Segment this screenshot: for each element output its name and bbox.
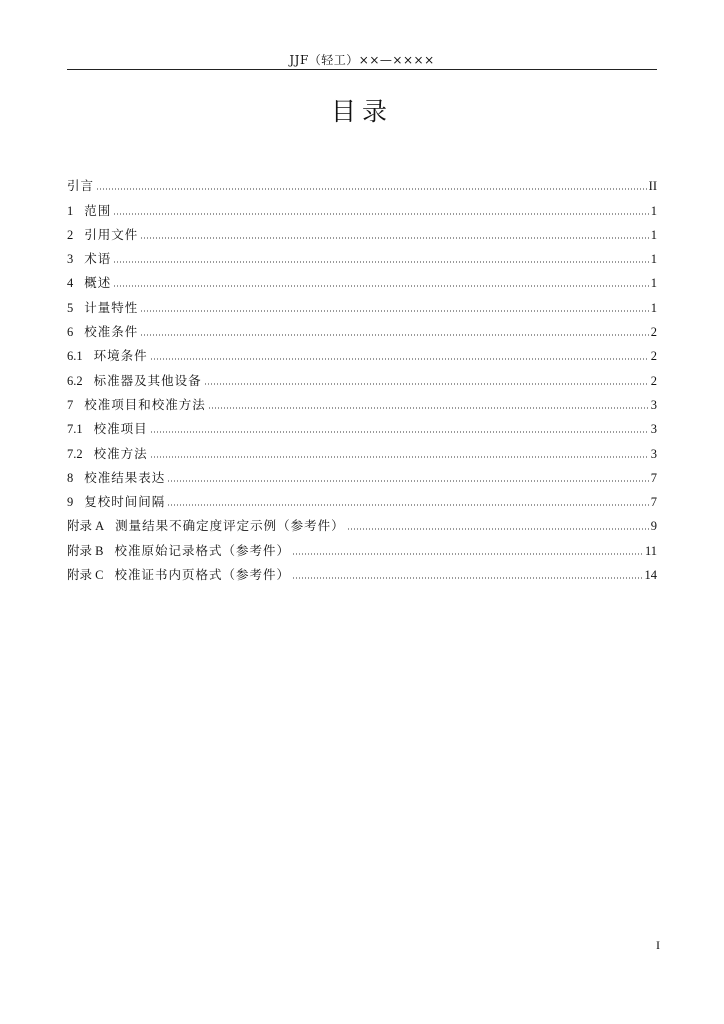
toc-entry-page: 14 bbox=[644, 568, 657, 583]
toc-entry-number: 附录 B bbox=[67, 543, 104, 558]
toc-entry-number: 附录 A bbox=[67, 519, 105, 534]
dot-leader bbox=[292, 552, 643, 556]
toc-entry-page: 1 bbox=[650, 300, 657, 315]
page-number: I bbox=[656, 938, 660, 952]
toc-entry-number: 7.1 bbox=[67, 422, 83, 437]
toc-entry-number: 6 bbox=[67, 325, 74, 340]
toc-entry-appendix-b[interactable] bbox=[67, 534, 657, 558]
dot-leader bbox=[96, 187, 647, 191]
dot-leader bbox=[292, 576, 643, 580]
toc-entry-label: 复校时间间隔 bbox=[84, 494, 166, 510]
toc-entry-label: 校准证书内页格式（参考件） bbox=[114, 567, 290, 583]
toc-entry-number: 8 bbox=[67, 470, 74, 485]
toc-entry-page: 1 bbox=[650, 252, 657, 267]
toc-entry-6-2[interactable] bbox=[67, 364, 657, 388]
table-of-contents bbox=[67, 170, 657, 583]
toc-entry-label: 校准项目 bbox=[93, 421, 148, 437]
toc-entry-page: 9 bbox=[650, 519, 657, 534]
dot-leader bbox=[140, 309, 648, 313]
header-rule bbox=[67, 69, 657, 70]
dot-leader bbox=[113, 260, 648, 264]
toc-entry-number: 1 bbox=[67, 203, 74, 218]
toc-entry-label: 测量结果不确定度评定示例（参考件） bbox=[115, 518, 345, 534]
toc-entry-appendix-a[interactable] bbox=[67, 510, 657, 534]
toc-entry-label: 概述 bbox=[84, 275, 112, 291]
toc-entry-foreword[interactable] bbox=[67, 170, 657, 194]
toc-entry-number: 7.2 bbox=[67, 446, 83, 461]
toc-entry-number: 6.2 bbox=[67, 373, 83, 388]
dot-leader bbox=[347, 527, 649, 531]
toc-entry-label: 引言 bbox=[67, 178, 95, 194]
toc-entry-7-1[interactable] bbox=[67, 413, 657, 437]
toc-entry-7[interactable] bbox=[67, 389, 657, 413]
toc-title: 目录 bbox=[330, 97, 393, 126]
toc-entry-number: 2 bbox=[67, 227, 74, 242]
dot-leader bbox=[140, 236, 648, 240]
dot-leader bbox=[140, 333, 648, 337]
dot-leader bbox=[208, 406, 649, 410]
toc-entry-label: 校准原始记录格式（参考件） bbox=[114, 542, 290, 558]
toc-entry-label: 计量特性 bbox=[84, 299, 139, 315]
toc-entry-label: 范围 bbox=[84, 202, 112, 218]
toc-entry-number: 4 bbox=[67, 276, 74, 291]
toc-entry-7-2[interactable] bbox=[67, 437, 657, 461]
toc-entry-label: 环境条件 bbox=[93, 348, 148, 364]
toc-entry-label: 标准器及其他设备 bbox=[93, 372, 202, 388]
toc-entry-label: 术语 bbox=[84, 251, 112, 267]
toc-entry-3[interactable] bbox=[67, 243, 657, 267]
dot-leader bbox=[167, 503, 648, 507]
dot-leader bbox=[113, 284, 648, 288]
toc-entry-5[interactable] bbox=[67, 291, 657, 315]
toc-entry-6-1[interactable] bbox=[67, 340, 657, 364]
toc-entry-page: II bbox=[648, 179, 657, 194]
toc-entry-page: 1 bbox=[650, 203, 657, 218]
dot-leader bbox=[204, 382, 649, 386]
toc-entry-page: 1 bbox=[650, 227, 657, 242]
toc-entry-6[interactable] bbox=[67, 316, 657, 340]
toc-entry-page: 7 bbox=[650, 495, 657, 510]
toc-entry-label: 引用文件 bbox=[84, 226, 139, 242]
toc-entry-page: 2 bbox=[650, 349, 657, 364]
toc-entry-page: 1 bbox=[650, 276, 657, 291]
toc-entry-page: 7 bbox=[650, 470, 657, 485]
toc-entry-number: 3 bbox=[67, 252, 74, 267]
toc-entry-page: 2 bbox=[650, 373, 657, 388]
toc-entry-8[interactable] bbox=[67, 462, 657, 486]
toc-entry-page: 3 bbox=[650, 446, 657, 461]
toc-entry-appendix-c[interactable] bbox=[67, 559, 657, 583]
dot-leader bbox=[150, 430, 649, 434]
toc-entry-number: 附录 C bbox=[67, 568, 104, 583]
toc-entry-page: 11 bbox=[644, 543, 657, 558]
dot-leader bbox=[113, 212, 648, 216]
toc-entry-4[interactable] bbox=[67, 267, 657, 291]
toc-entry-page: 3 bbox=[650, 397, 657, 412]
toc-entry-label: 校准结果表达 bbox=[84, 469, 166, 485]
toc-entry-page: 2 bbox=[650, 325, 657, 340]
toc-entry-number: 7 bbox=[67, 397, 74, 412]
toc-entry-label: 校准方法 bbox=[93, 445, 148, 461]
toc-entry-1[interactable] bbox=[67, 194, 657, 218]
toc-entry-number: 9 bbox=[67, 495, 74, 510]
toc-entry-number: 6.1 bbox=[67, 349, 83, 364]
dot-leader bbox=[150, 455, 649, 459]
toc-entry-label: 校准条件 bbox=[84, 324, 139, 340]
toc-entry-9[interactable] bbox=[67, 486, 657, 510]
toc-entry-2[interactable] bbox=[67, 219, 657, 243]
dot-leader bbox=[167, 479, 648, 483]
toc-entry-label: 校准项目和校准方法 bbox=[84, 396, 206, 412]
dot-leader bbox=[150, 357, 649, 361]
running-header: JJF（轻工）××—×××× bbox=[289, 53, 435, 67]
toc-entry-number: 5 bbox=[67, 300, 74, 315]
toc-entry-page: 3 bbox=[650, 422, 657, 437]
